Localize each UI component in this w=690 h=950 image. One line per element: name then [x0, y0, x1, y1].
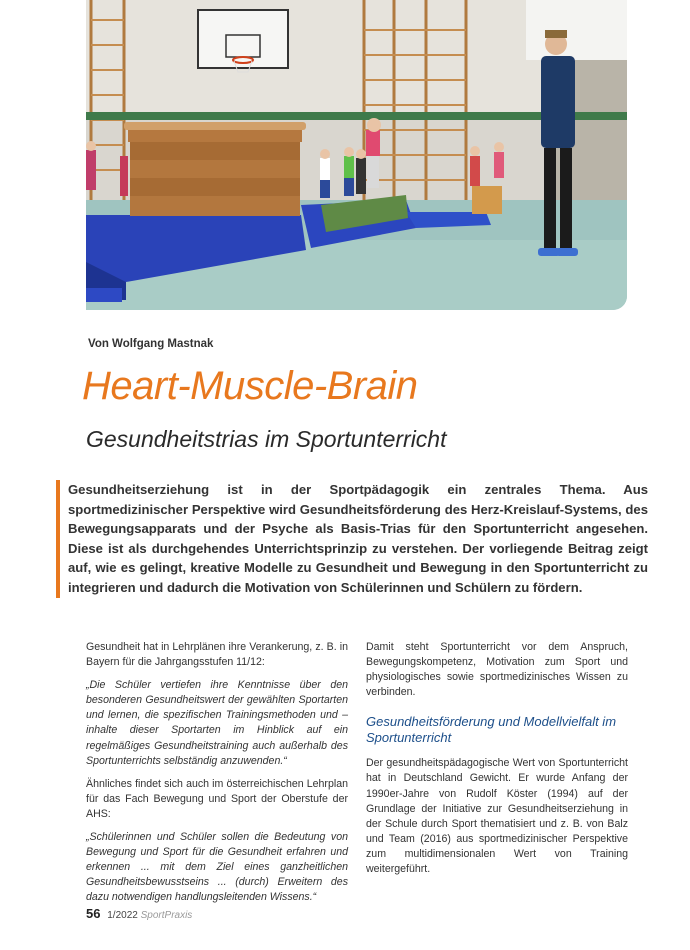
article-title: Heart-Muscle-Brain [82, 364, 418, 408]
gym-photo [86, 0, 627, 310]
lead-paragraph: Gesundheitserziehung ist in der Sportpädagogik ein zentrales Thema. Aus sportmedizinischer Perspektive wird Gesundheitsförderung des Herz-Kreislauf-Systems, des Bewegungsapparats und der Psyche als Basis-Trias für den Sportunterricht angesehen. Diese ist als durchgehendes Unterrichtsprinzip zu verstehen. Der vorliegende Beitrag zeigt auf, wie es gelingt, kreative Modelle zu Gesundheit und Bewegung in den Sportunterricht zu integrieren und dadurch die Motivation von Schülerinnen und Schülern zu fördern. [68, 482, 648, 595]
body-paragraph: Der gesundheitspädagogische Wert von Sportunterricht hat in Deutschland Gewicht. Er wurde Anfang der 1990er-Jahre von Rudolf Köster (1994) auf der Grundlage der Initiative zur Gesundheitserziehung in der Schule durch Sport thematisiert und z. B. von Balz und Team (2016) aus sportmedizinischer Perspektive zum multidimensionalen Wert von Training weitergeführt. [366, 757, 628, 876]
section-heading: Gesundheitsförderung und Modellvielfalt im Sportunterricht [366, 714, 617, 746]
issue-label: 1/2022 [107, 910, 138, 921]
page-footer [86, 906, 192, 921]
body-paragraph: Damit steht Sportunterricht vor dem Anspruch, Bewegungskompetenz, Motivation zum Sport und physiologisches sowie sportmedizinisches Wissen zu verbinden. [366, 641, 628, 699]
body-paragraph: Gesundheit hat in Lehrplänen ihre Verankerung, z. B. in Bayern für die Jahrgangsstufen 11/12: [86, 641, 348, 669]
lead-paragraph-block [56, 480, 648, 598]
magazine-name: SportPraxis [140, 910, 193, 921]
right-column [366, 640, 628, 877]
page-number: 56 [86, 906, 101, 921]
body-paragraph: Ähnliches findet sich auch im österreichischen Lehrplan für das Fach Bewegung und Sport der Oberstufe der AHS: [86, 777, 348, 820]
article-subtitle: Gesundheitstrias im Sportunterricht [86, 426, 447, 452]
left-column [86, 640, 348, 906]
quote-paragraph: „Schülerinnen und Schüler sollen die Bedeutung von Bewegung und Sport für die Gesundheit erfahren und erkennen ... mit dem Ziel eines ganzheitlichen Gesundheitsbewusstseins ... (durch) Erweitern des dazu notwendigen handlungsleitenden Wissens.“ [86, 831, 348, 904]
author-byline: Von Wolfgang Mastnak [88, 338, 214, 350]
quote-paragraph: „Die Schüler vertiefen ihre Kenntnisse über den besonderen Gesundheitswert der gewählten Sportarten und lernen, die spezifischen Trainingsmethoden und –inhalte dieser Sportarten im Hinblick auf ein regelmäßiges Gesundheitstraining auch außerhalb des Sportunterrichts selbständig anzuwenden.“ [86, 679, 348, 767]
